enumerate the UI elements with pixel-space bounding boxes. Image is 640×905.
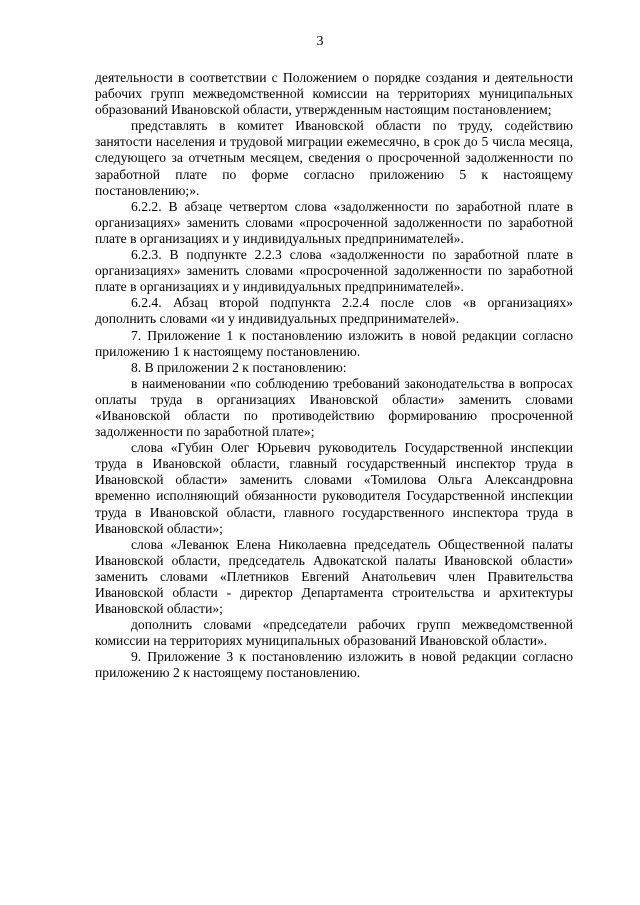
paragraph-8-gubin-replacement: слова «Губин Олег Юрьевич руководитель Государственной инспекции труда в Ивановской области, главный государственный инспектор труда в Ивановской области» заменить словами «Томилова Ольга Александровна временно исполняющий обязанности руководителя Государственной инспекции труда в Ивановской области, главного государственного инспектора труда в Ивановской области»; bbox=[95, 440, 573, 536]
paragraph-report-duty: представлять в комитет Ивановской области по труду, содействию занятости населения и трудовой миграции ежемесячно, в срок до 5 числа месяца, следующего за отчетным месяцем, сведения о просроченной задолженности по заработной плате по форме согласно приложению 5 к настоящему постановлению;». bbox=[95, 118, 573, 198]
paragraph-6-2-4: 6.2.4. Абзац второй подпункта 2.2.4 после слов «в организациях» дополнить словами «и у индивидуальных предпринимателей». bbox=[95, 295, 573, 327]
paragraph-8-levanyuk-replacement: слова «Леванюк Елена Николаевна председатель Общественной палаты Ивановской области, председатель Адвокатской палаты Ивановской области» заменить словами «Плетников Евгений Анатольевич член Правительства Ивановской области - директор Департамента строительства и архитектуры Ивановской области»; bbox=[95, 536, 573, 617]
paragraph-8: 8. В приложении 2 к постановлению: bbox=[131, 359, 347, 375]
paragraph-8-addition: дополнить словами «председатели рабочих групп межведомственной комиссии на территориях муниципальных образований Ивановской области». bbox=[95, 617, 573, 649]
paragraph-6-2-2: 6.2.2. В абзаце четвертом слова «задолженности по заработной плате в организациях» заменить словами «просроченной задолженности по заработной плате в организациях и у индивидуальных предпринимателей». bbox=[95, 198, 573, 246]
paragraph-6-2-3: 6.2.3. В подпункте 2.2.3 слова «задолженности по заработной плате в организациях» заменить словами «просроченной задолженности по заработной плате в организациях и у индивидуальных предпринимателей». bbox=[95, 247, 573, 295]
page-number: 3 bbox=[316, 34, 324, 49]
paragraph-9: 9. Приложение 3 к постановлению изложить в новой редакции согласно приложению 2 к настоящему постановлению. bbox=[95, 649, 573, 681]
paragraph-continuation: деятельности в соответствии с Положением о порядке создания и деятельности рабочих групп межведомственной комиссии на территориях муниципальных образований Ивановской области, утвержденным настоящим постановлением; bbox=[95, 70, 573, 118]
paragraph-7: 7. Приложение 1 к постановлению изложить в новой редакции согласно приложению 1 к настоящему постановлению. bbox=[95, 327, 573, 359]
document-body bbox=[95, 70, 573, 682]
paragraph-8-title-change: в наименовании «по соблюдению требований законодательства в вопросах оплаты труда в организациях Ивановской области» заменить словами «Ивановской области по противодействию формированию просроченной задолженности по заработной плате»; bbox=[95, 375, 573, 440]
